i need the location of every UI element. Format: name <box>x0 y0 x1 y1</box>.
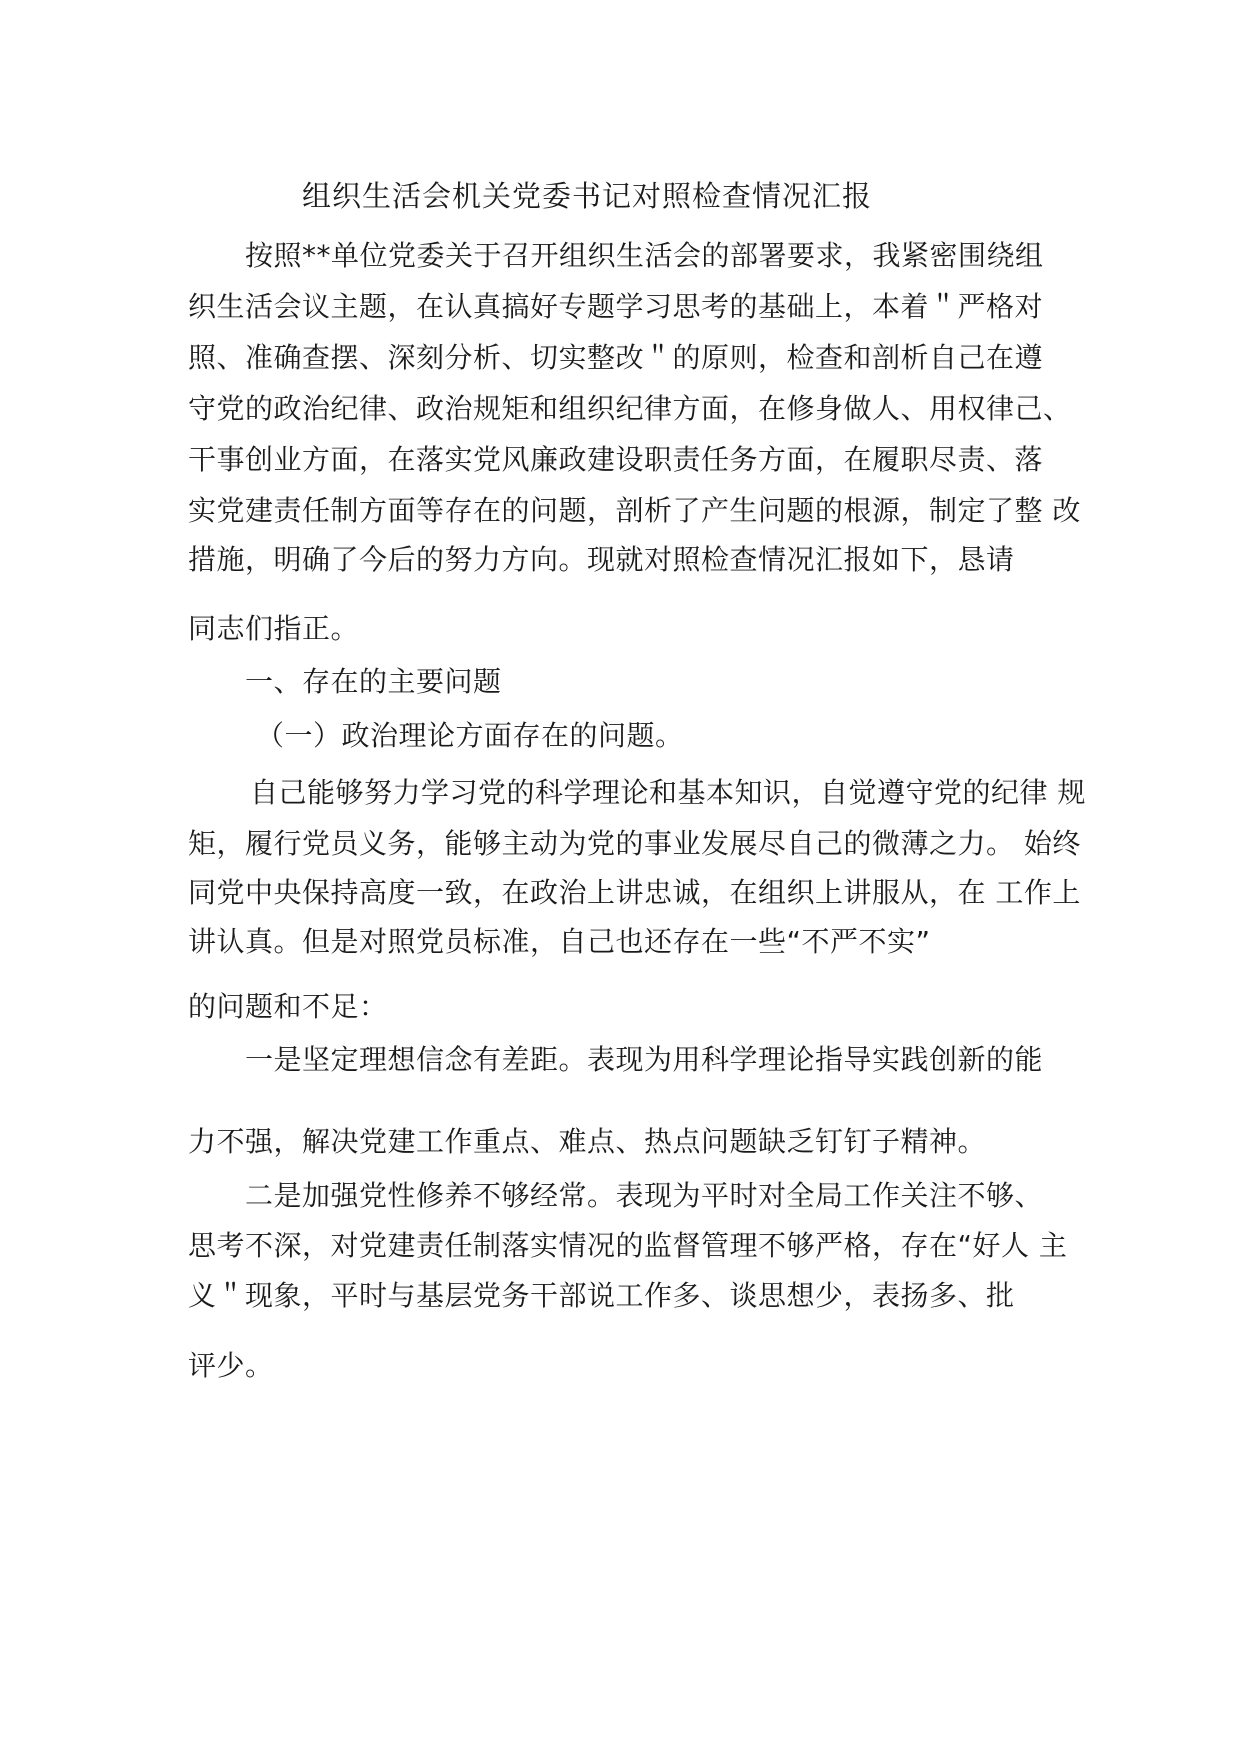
intro-line-2: 织生活会议主题，在认真搞好专题学习思考的基础上，本着＂严格对 <box>188 290 1044 323</box>
theory-line-2: 矩，履行党员义务，能够主动为党的事业发展尽自己的微薄之力。 始终 <box>188 827 1081 860</box>
theory-line-5: 的问题和不足： <box>188 990 388 1023</box>
intro-line-1: 按照**单位党委关于召开组织生活会的部署要求，我紧密围绕组 <box>245 239 1044 272</box>
subsection-heading: （一）政治理论方面存在的问题。 <box>256 719 684 752</box>
theory-line-3: 同党中央保持高度一致，在政治上讲忠诚，在组织上讲服从，在 工作上 <box>188 876 1081 909</box>
theory-line-4: 讲认真。但是对照党员标准，自己也还存在一些“不严不实” <box>188 925 931 958</box>
intro-line-7: 措施，明确了今后的努力方向。现就对照检查情况汇报如下，恳请 <box>188 543 1015 576</box>
item2-line-4: 评少。 <box>188 1349 274 1382</box>
item1-line-1: 一是坚定理想信念有差距。表现为用科学理论指导实践创新的能 <box>245 1043 1044 1076</box>
item2-line-3: 义＂现象，平时与基层党务干部说工作多、谈思想少，表扬多、批 <box>188 1279 1015 1312</box>
section-heading: 一、存在的主要问题 <box>245 665 502 698</box>
theory-line-1: 自己能够努力学习党的科学理论和基本知识，自觉遵守党的纪律 规 <box>250 776 1086 809</box>
intro-line-5: 干事创业方面，在落实党风廉政建设职责任务方面，在履职尽责、落 <box>188 443 1044 476</box>
intro-line-4: 守党的政治纪律、政治规矩和组织纪律方面，在修身做人、用权律己、 <box>188 392 1072 425</box>
item2-line-1: 二是加强党性修养不够经常。表现为平时对全局工作关注不够、 <box>245 1179 1044 1212</box>
intro-line-6: 实党建责任制方面等存在的问题，剖析了产生问题的根源，制定了整 改 <box>188 494 1081 527</box>
item2-line-2: 思考不深，对党建责任制落实情况的监督管理不够严格，存在“好人 主 <box>188 1229 1068 1262</box>
document-title: 组织生活会机关党委书记对照检查情况汇报 <box>302 179 873 213</box>
intro-line-3: 照、准确查摆、深刻分析、切实整改＂的原则，检查和剖析自己在遵 <box>188 341 1044 374</box>
item1-line-2: 力不强，解决党建工作重点、难点、热点问题缺乏钉钉子精神。 <box>188 1125 987 1158</box>
intro-line-8: 同志们指正。 <box>188 612 360 645</box>
